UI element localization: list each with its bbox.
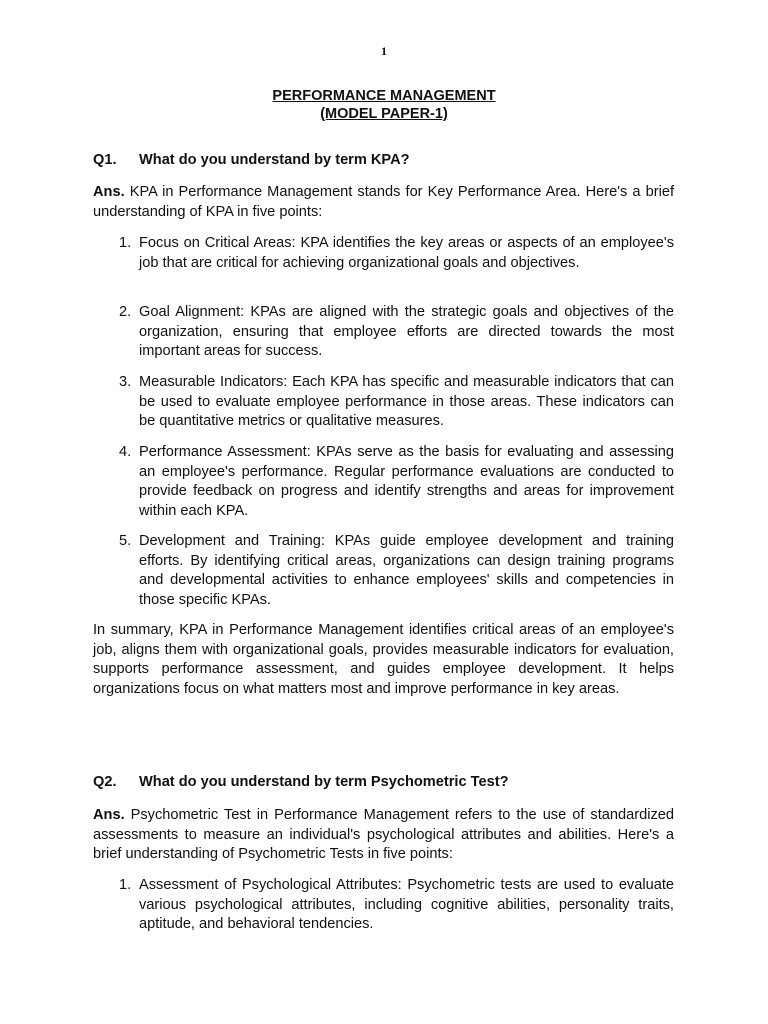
q1-question: What do you understand by term KPA? bbox=[139, 152, 410, 168]
q2-intro-text: Psychometric Test in Performance Management refers to the use of standardized assessments to measure an individual's psychological attributes and abilities. Here's a brief understanding of Psychometric Tests in five points: bbox=[93, 807, 674, 863]
list-text: Assessment of Psychological Attributes: Psychometric tests are used to evaluate various psychological attributes, including cognitive abilities, personality traits, aptitude, and behavioral tendencies. bbox=[139, 877, 674, 933]
list-text: Development and Training: KPAs guide employee development and training efforts. By identifying critical areas, organizations can design training programs and developmental activities to enhance employees' skills and competencies in those specific KPAs. bbox=[139, 533, 674, 608]
q2-question: What do you understand by term Psychometric Test? bbox=[139, 774, 509, 790]
list-item bbox=[93, 532, 674, 610]
q1-point-2 bbox=[93, 303, 674, 362]
q1-intro-text: KPA in Performance Management stands for Key Performance Area. Here's a brief understanding of KPA in five points: bbox=[93, 184, 675, 220]
list-number: 3. bbox=[119, 374, 132, 390]
list-text: Focus on Critical Areas: KPA identifies the key areas or aspects of an employee's job that are critical for achieving organizational goals and objectives. bbox=[139, 235, 674, 271]
q1-ans-label: Ans. bbox=[93, 184, 125, 200]
list-text: Measurable Indicators: Each KPA has specific and measurable indicators that can be used to evaluate employee performance in those areas. These indicators can be quantitative metrics or qualitative measures. bbox=[139, 374, 674, 430]
q2-section bbox=[93, 773, 674, 793]
list-text: Performance Assessment: KPAs serve as the basis for evaluating and assessing an employee's performance. Regular performance evaluations are conducted to provide feedback on progress and identify strengths and areas for improvement within each KPA. bbox=[139, 444, 674, 519]
q1-heading bbox=[93, 151, 674, 171]
title-line-2: (MODEL PAPER-1) bbox=[320, 106, 448, 122]
list-number: 1. bbox=[119, 877, 132, 893]
list-number: 1. bbox=[119, 235, 132, 251]
q1-answer-intro bbox=[93, 183, 674, 222]
q2-number: Q2. bbox=[93, 774, 117, 790]
q1-number: Q1. bbox=[93, 152, 117, 168]
title-line-1: PERFORMANCE MANAGEMENT bbox=[272, 88, 496, 104]
q1-point-5 bbox=[93, 532, 674, 610]
q1-point-4 bbox=[93, 443, 674, 521]
q1-point-1 bbox=[93, 234, 674, 273]
list-text: Goal Alignment: KPAs are aligned with the strategic goals and objectives of the organization, ensuring that employee efforts are directed towards the most important areas for success. bbox=[139, 304, 674, 360]
q1-section bbox=[93, 151, 674, 171]
list-number: 2. bbox=[119, 304, 132, 320]
q1-summary: In summary, KPA in Performance Management identifies critical areas of an employee's job, aligns them with organizational goals, provides measurable indicators for evaluation, supports performance assessment, and guides employee development. It helps organizations focus on what matters most and improve performance in key areas. bbox=[93, 622, 674, 697]
list-item bbox=[93, 234, 674, 273]
list-item bbox=[93, 876, 674, 935]
q2-answer-intro bbox=[93, 806, 674, 865]
list-item bbox=[93, 303, 674, 362]
q2-heading bbox=[93, 773, 674, 793]
q2-point-1 bbox=[93, 876, 674, 935]
q1-point-3 bbox=[93, 373, 674, 432]
q2-ans-label: Ans. bbox=[93, 807, 125, 823]
list-number: 5. bbox=[119, 533, 132, 549]
list-item bbox=[93, 373, 674, 432]
page-number: 1 bbox=[381, 44, 387, 58]
document-title bbox=[0, 87, 768, 123]
list-number: 4. bbox=[119, 444, 132, 460]
list-item bbox=[93, 443, 674, 521]
